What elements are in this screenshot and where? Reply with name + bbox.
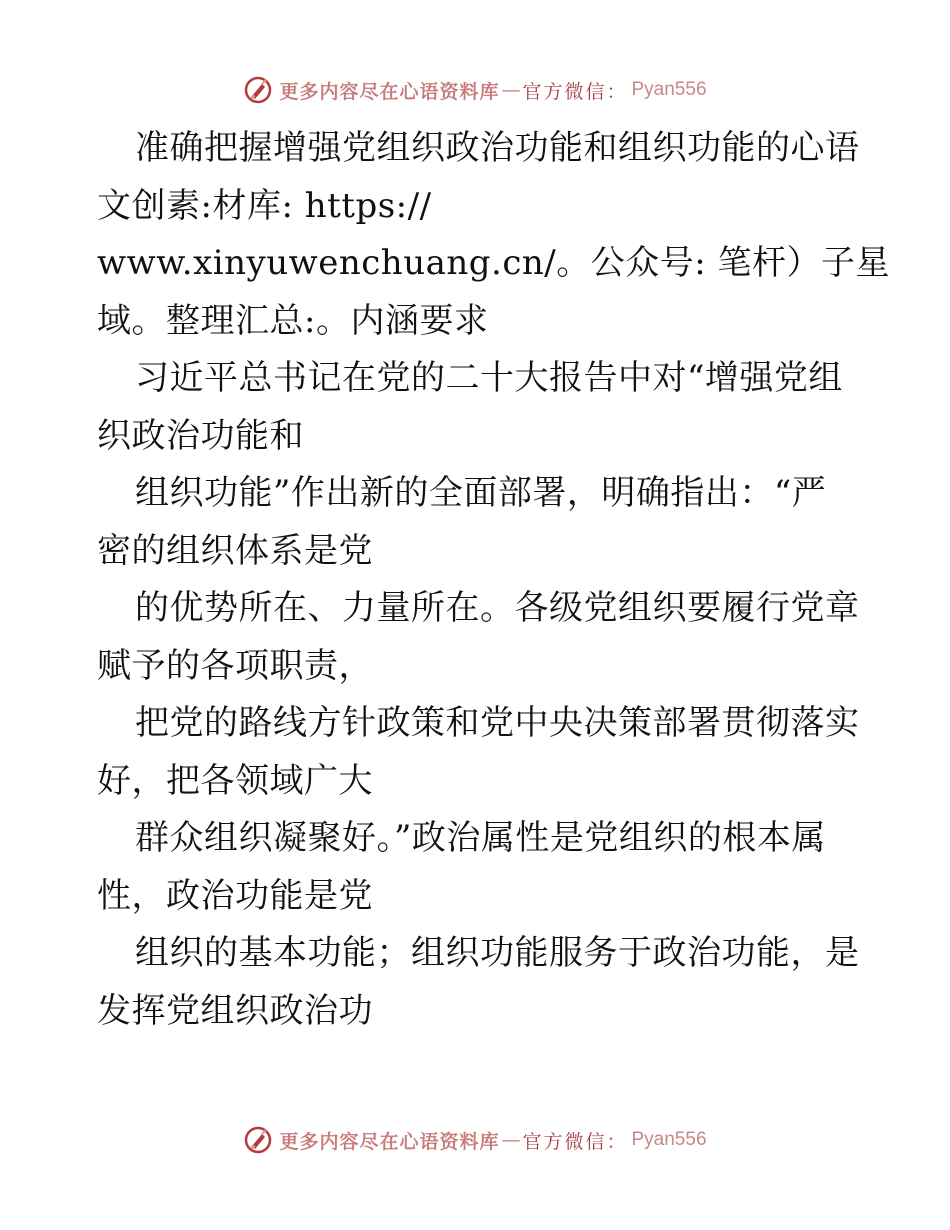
text-line: 赋予的各项职责， <box>97 645 373 686</box>
text-line: 组织功能”作出新的全面部署，明确指出：“严 <box>135 473 827 513</box>
text-line: 文创素:材库: https:// <box>97 185 432 226</box>
text-line: 性，政治功能是党 <box>97 875 373 916</box>
header-banner <box>0 70 950 110</box>
banner-main-text: 更多内容尽在心语资料库 <box>279 80 500 103</box>
text-line: 把党的路线方针政策和党中央决策部署贯彻落实 <box>135 703 860 743</box>
banner-main-text: 更多内容尽在心语资料库 <box>279 1130 500 1153</box>
text-line: 发挥党组织政治功 <box>97 990 373 1031</box>
banner-official-label: 官方微信： <box>522 80 628 103</box>
document-body <box>97 120 890 1040</box>
text-line: 的优势所在、力量所在。各级党组织要履行党章 <box>135 588 860 628</box>
pen-logo-icon <box>243 75 273 105</box>
pen-logo-icon <box>243 1125 273 1155</box>
text-line: 准确把握增强党组织政治功能和组织功能的心语 <box>135 128 860 168</box>
text-line: 好，把各领域广大 <box>97 760 373 801</box>
text-line: 域。整理汇总:。内涵要求 <box>97 300 489 341</box>
text-line: www.xinyuwenchuang.cn/。公众号: 笔杆）子星 <box>97 243 890 283</box>
banner-dash: — <box>501 79 521 101</box>
text-line: 群众组织凝聚好。”政治属性是党组织的根本属 <box>135 818 826 858</box>
text-line: 织政治功能和 <box>97 415 304 456</box>
banner-wechat-id: Pyan556 <box>631 1129 707 1150</box>
banner-official-label: 官方微信： <box>522 1130 628 1153</box>
text-line: 习近平总书记在党的二十大报告中对“增强党组 <box>135 358 843 398</box>
banner-dash: — <box>501 1129 521 1151</box>
footer-banner <box>0 1120 950 1160</box>
banner-wechat-id: Pyan556 <box>631 79 707 100</box>
text-line: 组织的基本功能；组织功能服务于政治功能，是 <box>135 933 860 973</box>
text-line: 密的组织体系是党 <box>97 530 373 571</box>
